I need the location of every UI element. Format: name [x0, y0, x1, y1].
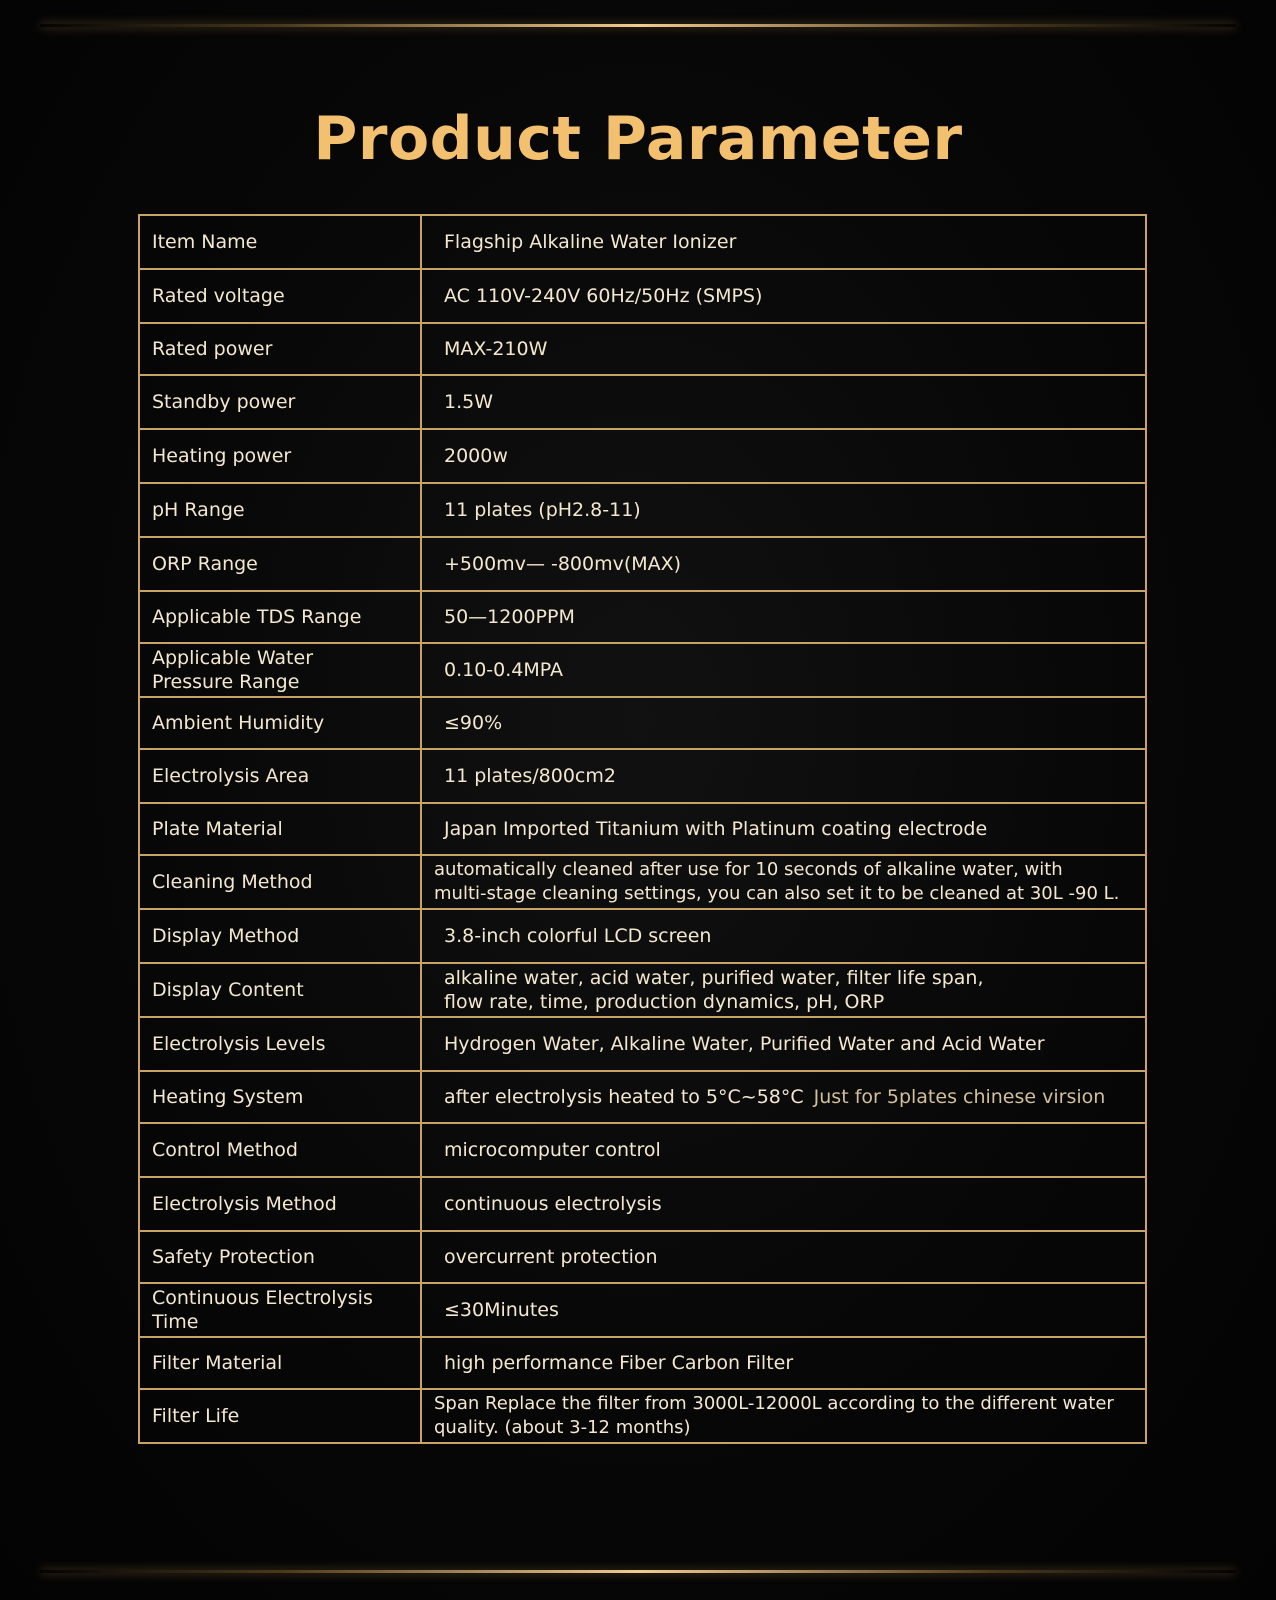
param-value: Flagship Alkaline Water Ionizer — [421, 215, 1146, 269]
table-row — [139, 1071, 1146, 1123]
param-label: Cleaning Method — [139, 855, 421, 909]
table-row — [139, 1177, 1146, 1231]
param-value: 2000w — [421, 429, 1146, 483]
param-label: Safety Protection — [139, 1231, 421, 1283]
table-row — [139, 1389, 1146, 1443]
table-row — [139, 269, 1146, 323]
table-row — [139, 375, 1146, 429]
param-value — [421, 963, 1146, 1017]
param-value: 11 plates (pH2.8-11) — [421, 483, 1146, 537]
param-label: pH Range — [139, 483, 421, 537]
param-label: Standby power — [139, 375, 421, 429]
param-value-note: Just for 5plates chinese virsion — [813, 1086, 1106, 1108]
param-label: Heating System — [139, 1071, 421, 1123]
param-label: ORP Range — [139, 537, 421, 591]
param-label: Item Name — [139, 215, 421, 269]
table-row — [139, 909, 1146, 963]
param-label: Plate Material — [139, 803, 421, 855]
param-value — [421, 1389, 1146, 1443]
param-value: 1.5W — [421, 375, 1146, 429]
param-value: 50—1200PPM — [421, 591, 1146, 643]
table-row — [139, 963, 1146, 1017]
param-label: Heating power — [139, 429, 421, 483]
param-value: AC 110V-240V 60Hz/50Hz (SMPS) — [421, 269, 1146, 323]
param-label — [139, 1283, 421, 1337]
bottom-glow-divider — [40, 1570, 1236, 1573]
param-value-line: alkaline water, acid water, purified water, filter life span, — [444, 967, 984, 989]
param-value: high performance Fiber Carbon Filter — [421, 1337, 1146, 1389]
param-value: Japan Imported Titanium with Platinum coating electrode — [421, 803, 1146, 855]
table-row — [139, 537, 1146, 591]
table-row — [139, 643, 1146, 697]
param-value: 11 plates/800cm2 — [421, 749, 1146, 803]
param-label: Control Method — [139, 1123, 421, 1177]
page-title: Product Parameter — [313, 104, 963, 174]
table-row — [139, 1337, 1146, 1389]
table-row — [139, 855, 1146, 909]
param-value-line: quality. (about 3-12 months) — [434, 1417, 691, 1438]
param-value: Hydrogen Water, Alkaline Water, Purified Water and Acid Water — [421, 1017, 1146, 1071]
param-label: Filter Material — [139, 1337, 421, 1389]
param-label: Display Content — [139, 963, 421, 1017]
param-value: continuous electrolysis — [421, 1177, 1146, 1231]
param-value: 3.8-inch colorful LCD screen — [421, 909, 1146, 963]
table-row — [139, 215, 1146, 269]
param-value — [421, 855, 1146, 909]
param-label: Ambient Humidity — [139, 697, 421, 749]
param-label-line: Time — [152, 1311, 199, 1333]
table-row — [139, 1231, 1146, 1283]
param-label: Display Method — [139, 909, 421, 963]
param-label-line: Pressure Range — [152, 671, 300, 693]
table-row — [139, 429, 1146, 483]
param-label-line: Continuous Electrolysis — [152, 1287, 373, 1309]
table-row — [139, 323, 1146, 375]
param-value: ≤30Minutes — [421, 1283, 1146, 1337]
table-row — [139, 1123, 1146, 1177]
param-label — [139, 643, 421, 697]
param-value: ≤90% — [421, 697, 1146, 749]
param-label-line: Applicable Water — [152, 647, 313, 669]
table-row — [139, 749, 1146, 803]
table-row — [139, 697, 1146, 749]
parameter-table — [138, 214, 1147, 1444]
param-value: 0.10-0.4MPA — [421, 643, 1146, 697]
param-label: Electrolysis Levels — [139, 1017, 421, 1071]
table-row — [139, 483, 1146, 537]
param-value: +500mv— -800mv(MAX) — [421, 537, 1146, 591]
table-row — [139, 1283, 1146, 1337]
param-value — [421, 1071, 1146, 1123]
param-label: Rated voltage — [139, 269, 421, 323]
param-value-line: automatically cleaned after use for 10 seconds of alkaline water, with — [434, 859, 1063, 880]
table-row — [139, 803, 1146, 855]
param-value-text: after electrolysis heated to 5°C~58°C — [444, 1086, 804, 1108]
param-label: Rated power — [139, 323, 421, 375]
param-value-line: Span Replace the filter from 3000L-12000L according to the different water — [434, 1393, 1114, 1414]
param-label: Electrolysis Method — [139, 1177, 421, 1231]
param-value-line: multi-stage cleaning settings, you can also set it to be cleaned at 30L -90 L. — [434, 883, 1120, 904]
param-value: MAX-210W — [421, 323, 1146, 375]
param-label: Applicable TDS Range — [139, 591, 421, 643]
param-value: microcomputer control — [421, 1123, 1146, 1177]
param-value: overcurrent protection — [421, 1231, 1146, 1283]
top-glow-divider — [40, 24, 1236, 27]
table-row — [139, 1017, 1146, 1071]
table-row — [139, 591, 1146, 643]
param-value-line: flow rate, time, production dynamics, pH, ORP — [444, 991, 885, 1013]
param-label: Filter Life — [139, 1389, 421, 1443]
param-label: Electrolysis Area — [139, 749, 421, 803]
